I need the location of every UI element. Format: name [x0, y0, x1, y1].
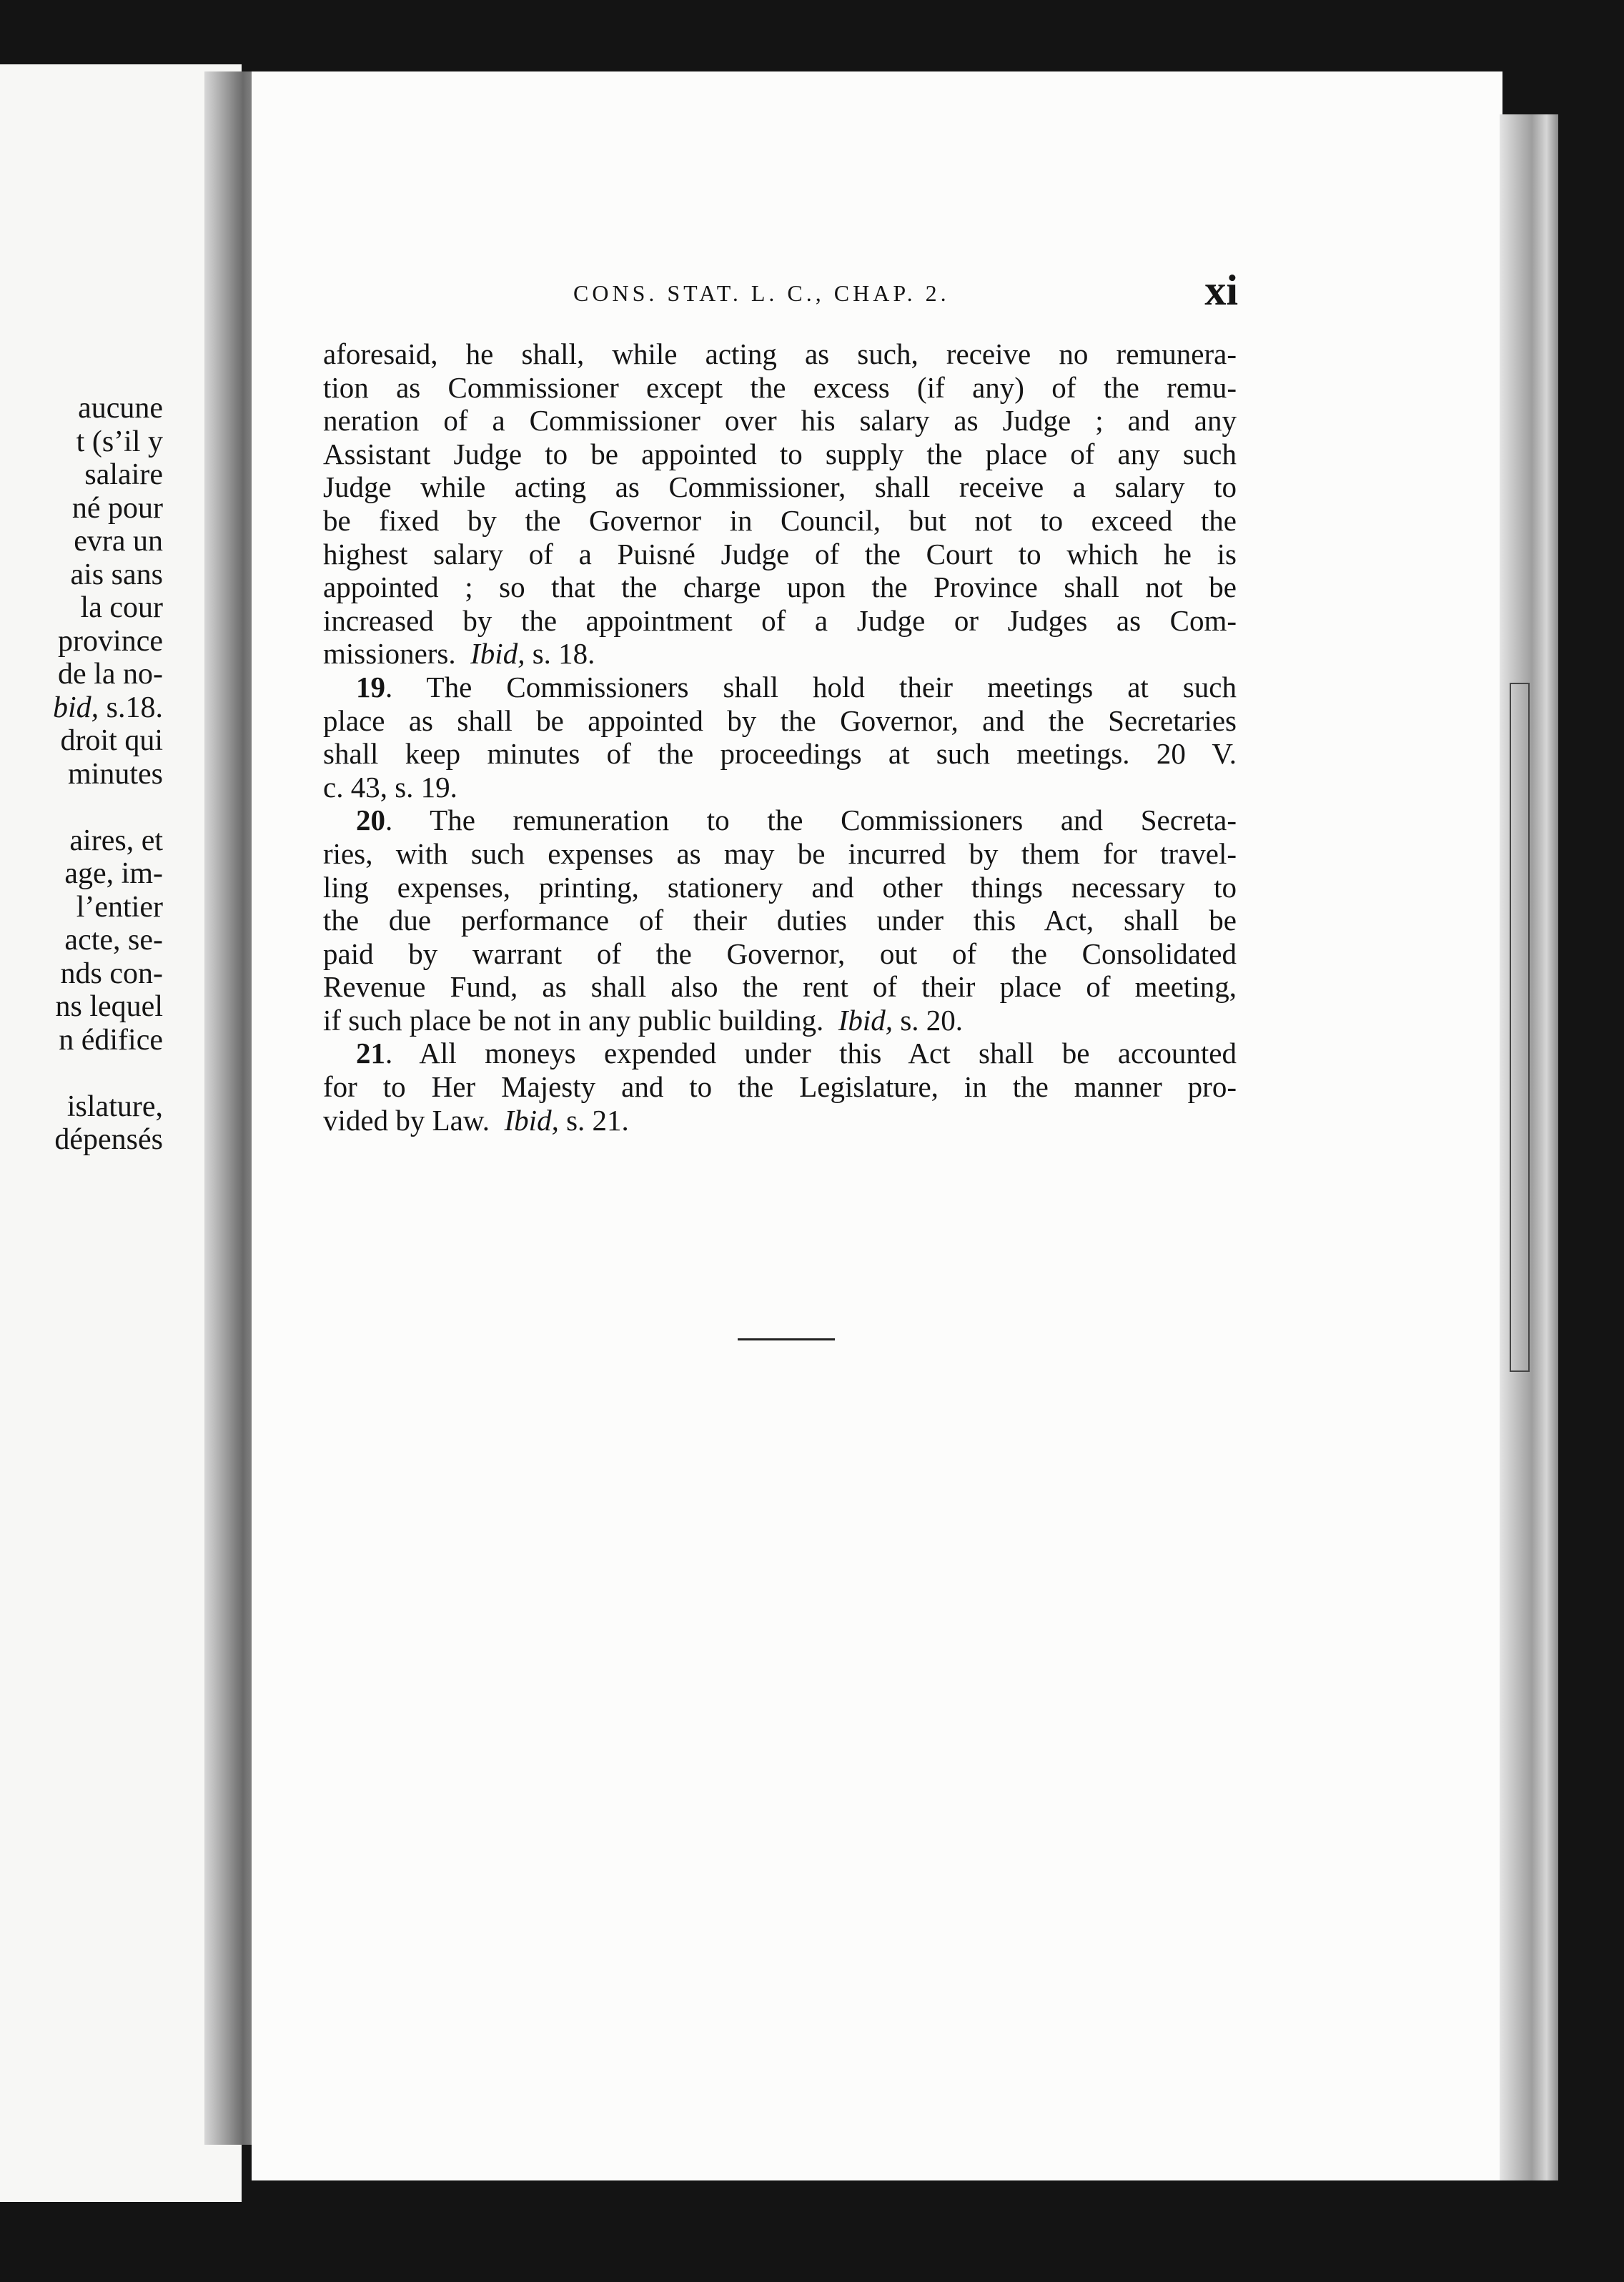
text-line — [323, 637, 1237, 671]
text-fragment: s. 18. — [525, 637, 595, 671]
page-number: xi — [1204, 267, 1238, 314]
text-line: tion as Commissioner except the excess (if any) of the remu- — [323, 370, 1237, 404]
section-21-first-line — [323, 1037, 1237, 1070]
facing-page-line: ais sans — [70, 558, 163, 591]
facing-page-line — [0, 791, 163, 824]
running-head: CONS. STAT. L. C., CHAP. 2. — [573, 280, 950, 306]
facing-page-line: province — [58, 624, 163, 658]
text-line: Judge while acting as Commissioner, shall receive a salary to — [323, 470, 1237, 504]
ibid-citation: Ibid, — [504, 1103, 559, 1137]
text-line: Revenue Fund, as shall also the rent of their place of meeting, — [323, 970, 1237, 1004]
facing-page-line: de la no- — [58, 658, 163, 691]
page-header — [573, 267, 1238, 315]
facing-page-line: nds con- — [60, 957, 163, 990]
facing-page-text — [0, 392, 163, 1157]
section-number: 20 — [356, 804, 385, 837]
facing-page-line: aucune — [78, 392, 163, 425]
text-fragment: s. 21. — [558, 1103, 629, 1137]
facing-page-line: n édifice — [59, 1023, 163, 1057]
section-20-first-line — [323, 804, 1237, 837]
text-line: ries, with such expenses as may be incurred by them for travel- — [323, 836, 1237, 870]
text-fragment: . The Commissioners shall hold their meetings at such — [385, 670, 1237, 703]
text-line — [323, 1104, 1237, 1137]
text-line: appointed ; so that the charge upon the Province shall not be — [323, 570, 1237, 604]
ibid-citation: Ibid, — [838, 1003, 893, 1037]
ibid-fragment: bid, — [52, 691, 99, 724]
facing-page-line: minutes — [68, 757, 163, 791]
facing-page-line: acte, se- — [64, 924, 163, 957]
text-line: aforesaid, he shall, while acting as such, receive no remunera- — [323, 337, 1237, 370]
text-line: paid by warrant of the Governor, out of the Consolidated — [323, 937, 1237, 970]
facing-page-line: ns lequel — [55, 990, 163, 1023]
text-fragment: s. 20. — [893, 1003, 964, 1037]
facing-page-line: t (s’il y — [76, 425, 163, 458]
section-number: 19 — [356, 670, 385, 703]
facing-page-line: dépensés — [54, 1123, 163, 1156]
text-fragment: if such place be not in any public building. — [323, 1003, 824, 1037]
facing-page-line: la cour — [80, 591, 163, 624]
text-line: c. 43, s. 19. — [323, 770, 457, 804]
section-number: 21 — [356, 1037, 385, 1070]
text-fragment: vided by Law. — [323, 1103, 497, 1137]
text-line: neration of a Commissioner over his salary as Judge ; and any — [323, 404, 1237, 438]
text-line — [323, 1004, 1237, 1037]
text-fragment: . The remuneration to the Commissioners and Secreta- — [385, 804, 1237, 837]
text-line: Assistant Judge to be appointed to supply the place of any such — [323, 437, 1237, 470]
text-line: increased by the appointment of a Judge or Judges as Com- — [323, 603, 1237, 637]
facing-page-line: salaire — [84, 458, 163, 491]
text-line: highest salary of a Puisné Judge of the Court to which he is — [323, 537, 1237, 570]
text-line: the due performance of their duties under this Act, shall be — [323, 904, 1237, 937]
facing-page-line: aires, et — [69, 824, 163, 857]
facing-page-line — [0, 1057, 163, 1090]
text-fragment: . All moneys expended under this Act shall be accounted — [385, 1037, 1237, 1070]
facing-page-line: bid, s.18. — [52, 691, 163, 724]
text-line: shall keep minutes of the proceedings at such meetings. 20 V. — [323, 737, 1237, 771]
text-fragment: missioners. — [323, 637, 456, 671]
text-line: be fixed by the Governor in Council, but not to exceed the — [323, 503, 1237, 537]
text-line: ling expenses, printing, stationery and other things necessary to — [323, 870, 1237, 904]
end-rule — [738, 1338, 835, 1340]
text-line: place as shall be appointed by the Governor, and the Secretaries — [323, 703, 1237, 737]
text-line: for to Her Majesty and to the Legislature, in the manner pro- — [323, 1070, 1237, 1104]
facing-page-line: né pour — [71, 491, 163, 525]
facing-page-line: age, im- — [64, 857, 163, 890]
ibid-citation: Ibid, — [470, 637, 525, 671]
section-19-first-line — [323, 671, 1237, 704]
facing-page-line: evra un — [74, 525, 163, 558]
facing-page-line: l’entier — [76, 890, 163, 924]
library-edge-stamp — [1510, 683, 1530, 1372]
statute-text — [323, 337, 1237, 1137]
facing-page-line: droit qui — [60, 724, 163, 757]
facing-page-line: islature, — [66, 1090, 163, 1123]
